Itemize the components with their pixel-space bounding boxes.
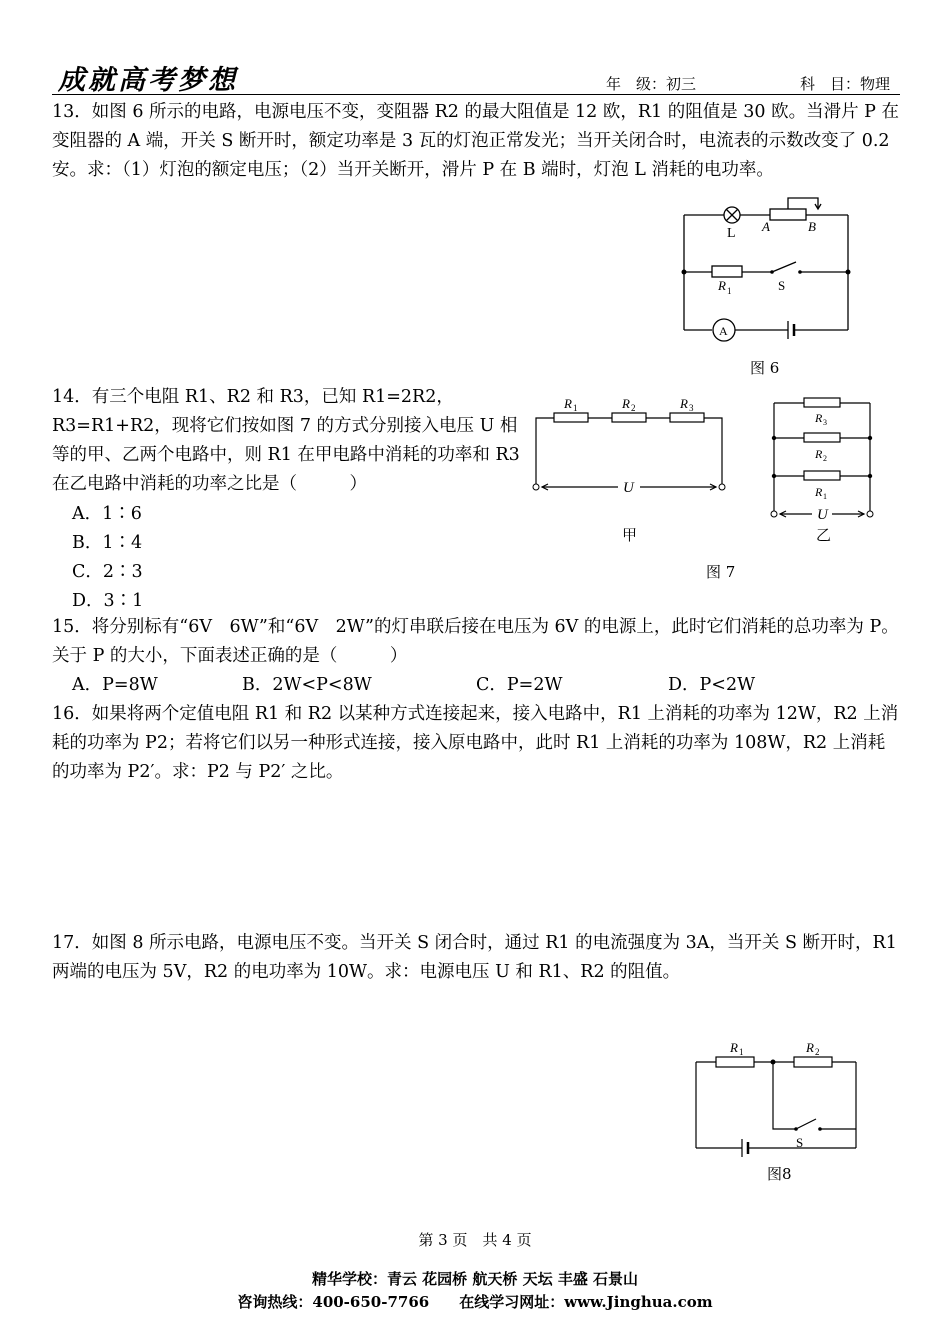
q15-option-b: B．2W<P<8W [242, 675, 372, 695]
junction-dot [846, 270, 851, 275]
fig7-b-r3-label: R [815, 411, 823, 425]
footer-schools: 精华学校：青云 花园桥 航天桥 天坛 丰盛 石景山 [311, 1270, 639, 1288]
question-15-text: 15．将分别标有“6V 6W”和“6V 2W”的灯串联后接在电压为 6V 的电源上，此时它们消耗的总功率为 P。关于 P 的大小，下面表述正确的是（ ） [52, 617, 899, 666]
fig7-u-label-left: U [623, 480, 634, 496]
fig7-r2-sub: 2 [631, 403, 636, 413]
fig6-b-label: B [808, 219, 816, 234]
figure-7-caption: 图 7 [706, 563, 736, 581]
grade-label: 年 级：初三 [606, 75, 697, 93]
question-16-text: 16．如果将两个定值电阻 R1 和 R2 以某种方式连接起来，接入电路中，R1 上消耗的功率为 12W，R2 上消耗的功率为 P2；若将它们以另一种形式连接，接入原电路中，此时 R1 上消耗的功率为 108W，R2 上消耗的功率为 P2′。求：P2 与 P2′ 之比。 [52, 704, 899, 782]
fig6-a-label: A [762, 219, 770, 234]
fig6-r1-label: R [718, 278, 726, 293]
fig6-ammeter-label: A [719, 324, 728, 338]
fig7-b-r1-sub: 1 [823, 492, 827, 501]
fig8-r1-label: R [730, 1040, 738, 1055]
fig7-u-label-right: U [817, 507, 828, 523]
q14-option-b: B．1∶4 [72, 533, 143, 553]
fig7-r1-sub: 1 [573, 403, 578, 413]
header-rule [52, 94, 900, 95]
q15-option-d: D．P<2W [668, 675, 756, 695]
question-13-text: 13．如图 6 所示的电路，电源电压不变，变阻器 R2 的最大阻值是 12 欧，R1 的阻值是 30 欧。当滑片 P 在变阻器的 A 端，开关 S 断开时，额定功率是 3 瓦的灯泡正常发光；当开关闭合时，电流表的示数改变了 0.2 安。求：（1）灯泡的额定电压；（2）当开关断开，滑片 P 在 B 端时，灯泡 L 消耗的电功率。 [52, 102, 900, 180]
fig7-b-r2-sub: 2 [823, 454, 827, 463]
fig6-switch-label: S [778, 278, 786, 293]
fig7-b-r2-label: R [815, 447, 823, 461]
page-number: 第 3 页 共 4 页 [418, 1231, 532, 1249]
fig7-r2-label: R [622, 396, 630, 411]
fig7-r1-label: R [564, 396, 572, 411]
fig6-r1-sub: 1 [727, 286, 732, 296]
q15-option-a: A．P=8W [72, 675, 158, 695]
fig7-b-r1-label: R [815, 485, 823, 499]
fig7-r3-sub: 3 [689, 403, 694, 413]
figure-8-caption: 图8 [767, 1165, 792, 1183]
q14-option-d: D．3∶1 [72, 591, 144, 611]
figure-7-circuits [528, 390, 888, 552]
fig7-b-r3-sub: 3 [823, 418, 827, 427]
fig7-left-name: 甲 [622, 528, 638, 544]
footer-hotline: 咨询热线：400-650-7766 在线学习网址：www.Jinghua.com [237, 1293, 713, 1311]
q14-option-a: A．1∶6 [72, 504, 142, 524]
question-17-text: 17．如图 8 所示电路，电源电压不变。当开关 S 闭合时，通过 R1 的电流强度为 3A，当开关 S 断开时，R1 两端的电压为 5V，R2 的电功率为 10W。求：电源电压 U 和 R1、R2 的阻值。 [52, 933, 897, 982]
figure-6-circuit [672, 192, 862, 382]
fig7-right-name: 乙 [816, 528, 832, 544]
fig8-r2-label: R [806, 1040, 814, 1055]
q14-option-c: C．2∶3 [72, 562, 143, 582]
junction-dot [682, 270, 687, 275]
figure-8-circuit [684, 1032, 864, 1162]
fig8-r1-sub: 1 [739, 1047, 744, 1057]
logo-text: 成就高考梦想 [58, 65, 238, 96]
fig7-r3-label: R [680, 396, 688, 411]
figure-6-caption: 图 6 [750, 359, 780, 377]
fig8-switch-label: S [796, 1135, 804, 1150]
q15-option-c: C．P=2W [476, 675, 563, 695]
fig8-r2-sub: 2 [815, 1047, 820, 1057]
question-14-text: 14．有三个电阻 R1、R2 和 R3，已知 R1=2R2，R3=R1+R2，现将它们按如图 7 的方式分别接入电压 U 相等的甲、乙两个电路中，则 R1 在甲电路中消耗的功率和 R3 在乙电路中消耗的功率之比是（ ） [52, 387, 520, 494]
subject-label: 科 目：物理 [800, 75, 891, 93]
fig6-lamp-label: L [727, 226, 736, 241]
